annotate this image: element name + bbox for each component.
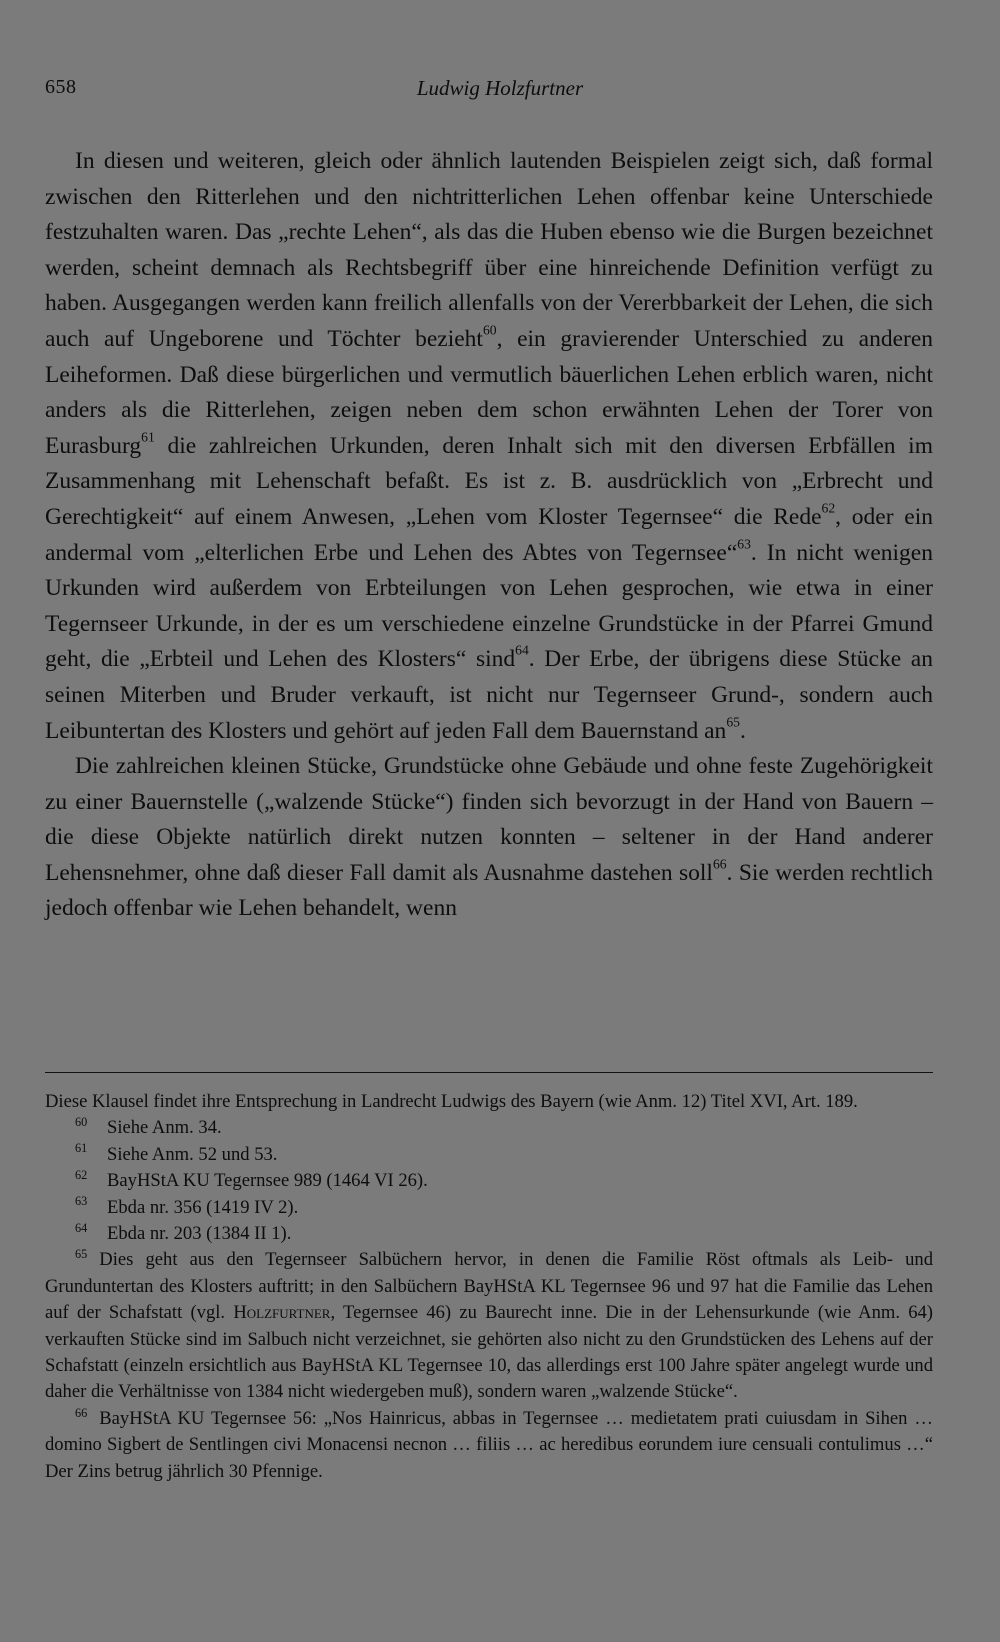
footnote-ref-63: 63 <box>737 535 751 551</box>
footnote-ref-66: 66 <box>712 856 727 872</box>
footnote-number: 65 <box>75 1247 88 1262</box>
footnote-ref-65: 65 <box>726 713 740 729</box>
text-run: . Sie werden rechtlich jedoch offenbar wie Lehen behandelt, wenn <box>45 859 934 922</box>
text-run: . <box>739 717 746 744</box>
footnote-66 <box>45 1406 933 1485</box>
footnote-text: Ebda nr. 356 (1419 IV 2). <box>107 1196 299 1218</box>
footnote-text: Dies geht aus den Tegernseer Salbüchern hervor, in denen die Familie Röst oftmals als Leib- und Grunduntertan des Klosters auftritt; in den Salbüchern BayHStA KL Tegernsee 96 und 97 hat die Familie das Lehen auf der Schafstatt (vgl. <box>45 1249 933 1324</box>
footnote-ref-60: 60 <box>482 322 497 338</box>
running-title: Ludwig Holzfurtner <box>416 76 584 100</box>
paragraph-1 <box>45 144 933 749</box>
text-run: , ein gravierender Unterschied zu anderen Leiheformen. Daß diese bürgerlichen und vermutlich bäuerlichen Lehen erblich waren, nicht anders als die Ritterlehen, zeigen neben dem schon erwähnten Lehen der Torer von Eurasburg <box>45 325 934 459</box>
footnote-ref-61: 61 <box>141 429 155 445</box>
footnote-continuation: Diese Klausel findet ihre Entsprechung in Landrecht Ludwigs des Bayern (wie Anm. 12) Titel XVI, Art. 189. <box>45 1091 858 1112</box>
text-run: , oder ein andermal vom „elterlichen Erbe und Lehen des Abtes von Tegernsee“ <box>45 503 933 566</box>
footnote-text: Siehe Anm. 34. <box>107 1117 222 1139</box>
paragraph-2 <box>45 749 933 927</box>
footnote-text: , Tegernsee 46) zu Baurecht inne. Die in der Lehensurkunde (wie Anm. 64) verkauften Stücke sind im Salbuch nicht verzeichnet, sie gehörten also nicht zu den Grundstücken des Lehens auf der Schafstatt (einzeln ersichtlich aus BayHStA KL Tegernsee 10, das allerdings erst 100 Jahre später angelegt wurde und daher die Verhältnisse von 1384 nicht wiedergeben muß), sondern waren „walzende Stücke“. <box>45 1302 933 1403</box>
main-text <box>45 144 933 927</box>
footnote-text: BayHStA KU Tegernsee 56: „Nos Hainricus, abbas in Tegernsee … medietatem prati cuiusdam in Sihen … domino Sigbert de Sentlingen civi Monacensi necnon … filiis … ac heredibus eorundem iure censuali contulimus …“ Der Zins betrug jährlich 30 Pfennige. <box>45 1407 933 1482</box>
footnotes <box>45 1089 933 1485</box>
text-run: . In nicht wenigen Urkunden wird außerdem von Erbteilungen von Lehen gesprochen, wie etwa in einer Tegernseer Urkunde, in der es um verschiedene einzelne Grundstücke in der Pfarrei Gmund geht, die „Erbteil und Lehen des Klosters“ sind <box>45 539 933 673</box>
footnote-text: Ebda nr. 203 (1384 II 1). <box>107 1223 292 1245</box>
text-run: In diesen und weiteren, gleich oder ähnlich lautenden Beispielen zeigt sich, daß formal zwischen den Ritterlehen und den nichtritterlichen Lehen offenbar keine Unterschiede festzuhalten waren. Das „rechte Lehen“, als das die Huben ebenso wie die Burgen bezeichnet werden, scheint demnach als Rechtsbegriff über eine hinreichende Definition verfügt zu haben. Ausgegangen werden kann freilich allenfalls von der Vererbbarkeit der Lehen, die sich auch auf Ungeborene und Töchter bezieht <box>45 148 933 352</box>
footnote-65 <box>45 1247 933 1405</box>
footnote-64: 64 Ebda nr. 203 (1384 II 1). <box>75 1220 292 1245</box>
footnote-text: Siehe Anm. 52 und 53. <box>107 1143 278 1165</box>
footnote-61: 61 Siehe Anm. 52 und 53. <box>75 1141 278 1165</box>
text-run: die zahlreichen Urkunden, deren Inhalt sich mit den diversen Erbfällen im Zusammenhang mit Lehenschaft befaßt. Es ist z. B. ausdrücklich von „Erbrecht und Gerechtigkeit“ auf einem Anwesen, „Lehen vom Kloster Tegernsee“ die Rede <box>45 432 933 530</box>
footnote-63: 63 Ebda nr. 356 (1419 IV 2). <box>75 1194 299 1218</box>
text-run: Die zahlreichen kleinen Stücke, Grundstücke ohne Gebäude und ohne feste Zugehörigkeit zu einer Bauernstelle („walzende Stücke“) finden sich bevorzugt in der Hand von Bauern – die diese Objekte natürlich direkt nutzen konnten – seltener in der Hand anderer Lehensnehmer, ohne daß dieser Fall damit als Ausnahme dastehen soll <box>45 753 933 886</box>
author-name: Holzfurtner <box>233 1302 331 1324</box>
footnote-60: 60 Siehe Anm. 34. <box>75 1115 222 1139</box>
footnote-ref-62: 62 <box>821 500 836 516</box>
footnote-number: 66 <box>75 1405 88 1420</box>
footnote-ref-64: 64 <box>515 642 529 658</box>
footnote-62: 62 BayHStA KU Tegernsee 989 (1464 VI 26). <box>75 1167 428 1192</box>
text-run: . Der Erbe, der übrigens diese Stücke an seinen Miterben und Bruder verkauft, ist nicht nur Tegernseer Grund-, sondern auch Leibuntertan des Klosters und gehört auf jeden Fall dem Bauernstand an <box>45 646 933 744</box>
page-number: 658 <box>45 76 77 98</box>
footnote-text: BayHStA KU Tegernsee 989 (1464 VI 26). <box>107 1170 428 1192</box>
footnote-divider <box>45 1072 933 1073</box>
